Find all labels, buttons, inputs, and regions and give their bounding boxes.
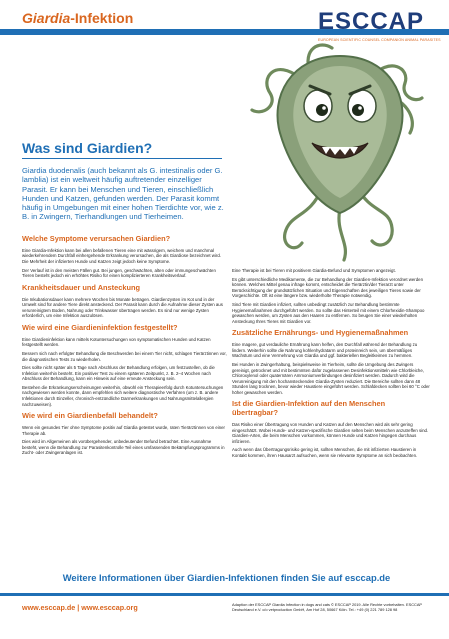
paragraph: Eine Therapie ist bei Tieren mit positivem Giardia-Befund und Symptomen angezeigt.	[232, 268, 396, 273]
paragraph: Die Inkubationsdauer kann mehrere Wochen bis Monate betragen. Giardienzysten im Kot und in der Umwelt sind für andere Tiere direkt ansteckend. Der Parasit kann durch die Aufnahme dieser Zysten aus verunreinigtem Boden, Nahrung oder Trinkwasser übertragen werden. Es sind nur wenige Zysten erforderlich, um eine Infektion auszulösen.	[22, 296, 223, 319]
page-title	[22, 10, 133, 26]
hero-heading: Was sind Giardien?	[22, 140, 153, 156]
paragraph: Das Risiko einer Übertragung von Hunden und Katzen auf den Menschen wird als sehr gering eingeschätzt. Wobei Hunde- und Katzen-spezifische Giardien selten beim Menschen anzutreffen sind. Giardien-Arten, die beim Menschen vorkommen, können Hunde und Katzen hingegen durchaus infizieren.	[232, 422, 429, 444]
paragraph: Wenn ein gesundes Tier ohne Symptome positiv auf Giardia getestet wurde, raten Tierärztinnen von einer Therapie ab.	[22, 425, 225, 436]
paragraph: Dies wird im Allgemeinen als vorübergehender, unbedeutender Befund betrachtet. Eine Ausnahme besteht, wenn die Behandlung zur Parasitenkontrolle Teil eines umfassenden Bekämpfungsprogramms in Zucht- oder Zwingeranlagen ist.	[22, 439, 225, 456]
paragraph: Es gibt unterschiedliche Medikamente, die zur Behandlung der Giardien-Infektion verordnet werden können. Welches Mittel genau infrage kommt, entscheidet die Tierärztin/der Tierarzt unter Berücksichtigung der grundsätzlichen Situation und Eigenschaften des jeweiligen Tieres sowie der Vorgeschichte. Oft ist eine längere bzw. wiederholte Therapie notwendig.	[232, 276, 423, 299]
section-heading-hygiene: Zusätzliche Ernährungs- und Hygienemaßnahmen	[232, 328, 409, 338]
esccap-logo	[318, 8, 441, 42]
paragraph: Sind Tiere mit Giardien infiziert, sollten unbedingt zusätzlich zur Behandlung bestimmte Hygienemaßnahmen durchgeführt werden. So sollte das Hinterteil mit einem Chlorhexidin-Shampoo gewaschen werden, um Zysten aus den Haaren zu entfernen. So beugen Sie einer wiederholten Ansteckung Ihres Tieres mit Giardien vor.	[232, 301, 425, 324]
paragraph: Eine Giardieninfektion kann mittels Kotuntersuchungen von symptomatischen Hunden und Katzen festgestellt werden.	[22, 336, 211, 348]
section-heading-zoonosis: Ist die Giardien-Infektion auf den Menschen übertragbar?	[232, 399, 386, 418]
title-italic: Giardia	[22, 10, 71, 26]
section-heading-duration: Krankheitsdauer und Ansteckung	[22, 282, 140, 292]
title-rest: -Infektion	[70, 10, 134, 26]
footer-divider	[0, 593, 449, 596]
left-column	[22, 230, 227, 459]
logo-tagline: EUROPEAN SCIENTIFIC COUNSEL COMPANION ANIMAL PARASITES	[318, 38, 441, 42]
section-heading-treatment: Wie wird ein Giardienbefall behandelt?	[22, 411, 158, 421]
hero-text: Giardia duodenalis (auch bekannt als G. intestinalis oder G. lamblia) ist ein weltweit häufig auftretender einzelliger Parasit. Er kann bei Menschen und Tieren, einschließlich Hunden und Katzen, gefunden werden. Der Parasit kommt häufig in Umgebungen mit einer hohen Tierdichte vor, wie z. B. in Zwingern, Tierhandlungen und Tierheimen.	[22, 166, 224, 222]
footer-copyright: Adaption der ESCCAP Giardia Infection in dogs and cats © ESCCAP 2019. Alle Rechte vorbehalten. ESCCAP Deutschland e.V. c/o vetproduction GmbH, Am Hof 28, 50667 Köln. Tel.: +49 (0) 221 789 128 98	[232, 602, 422, 612]
paragraph: Der Verlauf ist in den meisten Fällen gut. Bei jungen, geschwächten, alten oder immungeschwächten Tieren besteht jedoch ein erhöhtes Risiko für einen komplizierteren Krankheitsverlauf.	[22, 267, 216, 279]
paragraph: Dies sollte nicht später als 5 Tage nach Abschluss der Behandlung erfolgen, um festzustellen, ob die Infektion weiterhin besteht. Ein positiver Test zu einem späteren Zeitpunkt, z. B. 2–4 Wochen nach Abschluss der Behandlung, kann ein Hinweis auf eine erneute Ansteckung sein.	[22, 365, 215, 382]
right-column	[232, 268, 432, 462]
paragraph: Eine Giardia-Infektion kann bei allen befallenen Tieren eine mit wässrigem, weichem und manchmal wiederkehrendem Durchfall einhergehende Erkrankung verursachen, die als Giardiose bezeichnet wird. Die Mehrheit der infizierten Hunde und Katzen zeigt jedoch keine Symptome.	[22, 247, 221, 264]
paragraph: Eine magere, gut verdauliche Ernährung kann helfen, den Durchfall während der Behandlung zu lindern. Weiterhin sollte die Nahrung kohlenhydratarm und proteinreich sein, um übermäßiges Wachstum und eine Vermehrung von Giardia und ggf. bakteriellen Begleitkeimen zu hemmen.	[232, 342, 418, 359]
giardia-illustration	[240, 38, 441, 263]
paragraph: Auch wenn das Übertragungsrisiko gering ist, sollten Menschen, die mit infizierten Haustieren in Kontakt kommen, ihren Hausarzt aufsuchen, wenn sie relevante Symptome an sich beobachten.	[232, 447, 418, 459]
hero-divider	[22, 158, 222, 159]
paragraph: Bessern sich nach erfolgter Behandlung die Beschwerden bei einem Tier nicht, schlagen Tierärztinnen vor, die diagnostischen Tests zu wiederholen.	[22, 350, 227, 362]
more-info-banner: Weitere Informationen über Giardien-Infektionen finden Sie auf esccap.de	[62, 572, 391, 583]
footer-links[interactable]: www.esccap.de | www.esccap.org	[22, 603, 138, 612]
paragraph: Bei Hunden in Zwingerhaltung, beispielsweise im Tierheim, sollte die Umgebung des Zwingers gereinigt, getrocknet und mit bestimmten dafür zugelassenen Desinfektionsmitteln wie Chlorbleiche, Chloroxylenol oder quaternären Ammoniumverbindungen desinfiziert werden. Dadurch wird die Verunreinigung mit den hochansteckenden Giardia-Zysten reduziert. Die Bereiche sollten dann 48 Stunden lang trocknen, bevor wieder Haustiere eingeführt werden. Schlafdecken sollten bei 60 °C oder höher gewaschen werden.	[232, 361, 430, 395]
logo-word: ESCCAP	[318, 8, 425, 35]
section-heading-diagnosis: Wie wird eine Giardieninfektion festgestellt?	[22, 322, 178, 332]
paragraph: Bestehen die Erkrankungserscheinungen weiterhin, obwohl ein Therapieerfolg durch Kotuntersuchungen nachgewiesen werden konnte, dann empfehlen sich weitere diagnostische Verfahren (um z. B. andere Infektionen durch Einzeller, chronisch-entzündliche Darmerkrankungen und Nahrungsmittelallergien nachzuweisen).	[22, 384, 224, 407]
section-heading-symptoms: Welche Symptome verursachen Giardien?	[22, 234, 171, 243]
